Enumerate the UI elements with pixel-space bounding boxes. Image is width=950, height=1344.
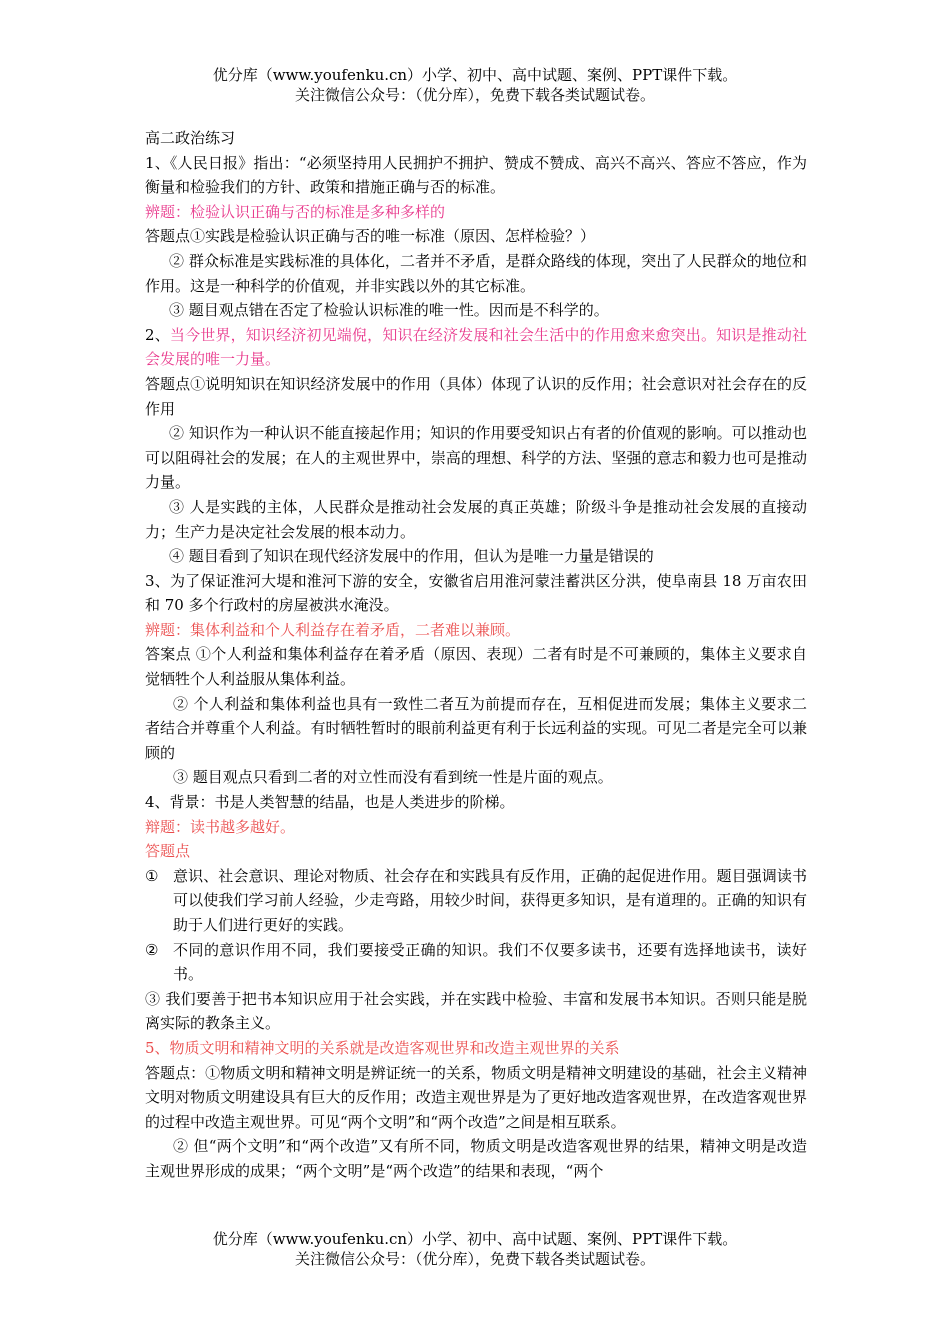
- q1-topic: 辨题：检验认识正确与否的标准是多种多样的: [145, 202, 446, 221]
- document-body: [145, 126, 807, 1184]
- q4-item-3: ③ 我们要善于把书本知识应用于社会实践，并在实践中检验、丰富和发展书本知识。否则只能是脱离实际的教条主义。: [145, 989, 807, 1033]
- q4-answer-label: 答题点: [145, 842, 191, 861]
- q2-answer-2: ② 知识作为一种认识不能直接起作用；知识的作用要受知识占有者的价值观的影响。可以推动也可以阻碍社会的发展；在人的主观世界中，崇高的理想、科学的方法、坚强的意志和毅力也可是推动力量。: [145, 424, 807, 492]
- q1-stem: 1、《人民日报》指出：“必须坚持用人民拥护不拥护、赞成不赞成、高兴不高兴、答应不答应，作为衡量和检验我们的方针、政策和措施正确与否的标准。: [145, 153, 807, 197]
- q5-topic: 5、物质文明和精神文明的关系就是改造客观世界和改造主观世界的关系: [145, 1038, 620, 1057]
- q3-answer-3: ③ 题目观点只看到二者的对立性而没有看到统一性是片面的观点。: [173, 768, 613, 787]
- q4-topic: 辩题：读书越多越好。: [145, 817, 296, 836]
- q2-answer-1: 答题点①说明知识在知识经济发展中的作用（具体）体现了认识的反作用；社会意识对社会存在的反作用: [145, 374, 807, 418]
- q4-list-item-1: [145, 864, 807, 938]
- q4-item-1-number: ①: [145, 866, 159, 885]
- q1-answer-2: ② 群众标准是实践标准的具体化，二者并不矛盾，是群众路线的体现，突出了人民群众的地位和作用。这是一种科学的价值观，并非实践以外的其它标准。: [145, 251, 807, 295]
- header-line-2: 关注微信公众号：（优分库），免费下载各类试题试卷。: [294, 86, 655, 104]
- q4-item-1-text: 意识、社会意识、理论对物质、社会存在和实践具有反作用，正确的起促进作用。题目强调读书可以使我们学习前人经验，少走弯路，用较少时间，获得更多知识，是有道理的。正确的知识有助于人们进行更好的实践。: [173, 866, 807, 934]
- header-line-1: 优分库（www.youfenku.cn）小学、初中、高中试题、案例、PPT课件下载。: [212, 66, 738, 84]
- q1-answer-3: ③ 题目观点错在否定了检验认识标准的唯一性。因而是不科学的。: [169, 301, 609, 320]
- page-header: [0, 65, 950, 105]
- q2-stem-para: [145, 323, 807, 372]
- q3-topic: 辨题：集体利益和个人利益存在着矛盾，二者难以兼顾。: [145, 620, 521, 639]
- q5-answer-1: 答题点：①物质文明和精神文明是辨证统一的关系，物质文明是精神文明建设的基础，社会主义精神文明对物质文明建设具有巨大的反作用；改造主观世界是为了更好地改造客观世界，在改造客观世界的过程中改造主观世界。可见“两个文明”和“两个改造”之间是相互联系。: [145, 1063, 807, 1131]
- q2-answer-4: ④ 题目看到了知识在现代经济发展中的作用，但认为是唯一力量是错误的: [169, 547, 654, 566]
- q2-stem: 当今世界，知识经济初见端倪，知识在经济发展和社会生活中的作用愈来愈突出。知识是推动社会发展的唯一力量。: [145, 325, 807, 369]
- q3-answer-2: ② 个人利益和集体利益也具有一致性二者互为前提而存在，互相促进而发展；集体主义要求二者结合并尊重个人利益。有时牺牲暂时的眼前利益更有利于长远利益的实现。可见二者是完全可以兼顾的: [145, 694, 807, 762]
- q1-answer-1: 答题点①实践是检验认识正确与否的唯一标准（原因、怎样检验？）: [145, 227, 596, 246]
- footer-line-1: 优分库（www.youfenku.cn）小学、初中、高中试题、案例、PPT课件下载。: [212, 1230, 738, 1248]
- page-footer: [0, 1229, 950, 1269]
- q5-answer-2: ② 但“两个文明”和“两个改造”又有所不同，物质文明是改造客观世界的结果，精神文明是改造主观世界形成的成果；“两个文明”是“两个改造”的结果和表现，“两个: [145, 1137, 807, 1180]
- q4-item-2-text: 不同的意识作用不同，我们要接受正确的知识。我们不仅要多读书，还要有选择地读书，读好书。: [173, 940, 807, 984]
- doc-title: 高二政治练习: [145, 129, 236, 147]
- q4-list-item-2: [145, 938, 807, 987]
- q3-answer-1: 答案点 ①个人利益和集体利益存在着矛盾（原因、表现）二者有时是不可兼顾的，集体主义要求自觉牺牲个人利益服从集体利益。: [145, 645, 807, 689]
- q2-answer-3: ③ 人是实践的主体，人民群众是推动社会发展的真正英雄；阶级斗争是推动社会发展的直接动力；生产力是决定社会发展的根本动力。: [145, 497, 807, 541]
- q2-number: 2、: [145, 325, 170, 344]
- q4-item-2-number: ②: [145, 940, 159, 959]
- q4-stem: 4、背景：书是人类智慧的结晶，也是人类进步的阶梯。: [145, 793, 515, 812]
- q3-stem: 3、为了保证淮河大堤和淮河下游的安全，安徽省启用淮河蒙洼蓄洪区分洪，使阜南县 18 万亩农田和 70 多个行政村的房屋被洪水淹没。: [145, 571, 807, 615]
- footer-line-2: 关注微信公众号：（优分库），免费下载各类试题试卷。: [294, 1250, 655, 1268]
